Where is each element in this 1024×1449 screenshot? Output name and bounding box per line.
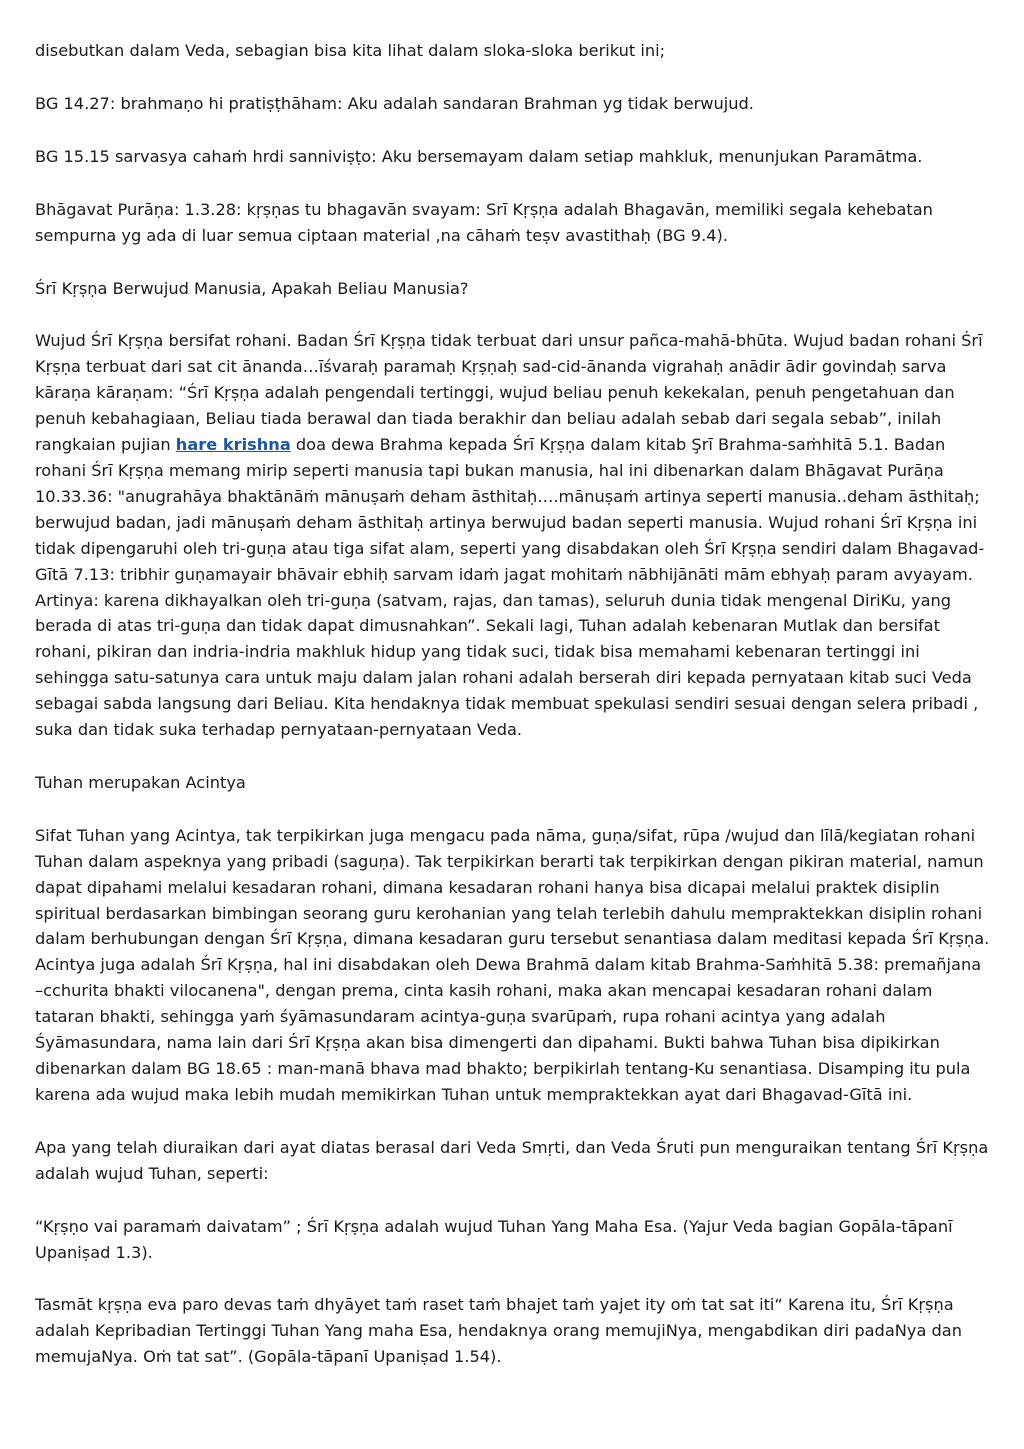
document-body (35, 38, 993, 1397)
paragraph-veda-smrti: Apa yang telah diuraikan dari ayat diatas berasal dari Veda Smṛti, dan Veda Śruti pun menguraikan tentang Śrī Kṛṣṇa adalah wujud Tuhan, seperti: (35, 1137, 989, 1183)
quote-gopala-tapani: Tasmāt kṛṣṇa eva paro devas taṁ dhyāyet taṁ raset taṁ bhajet taṁ yajet ity oṁ tat sat iti“ Karena itu, Śrī Kṛṣṇa adalah Kepribadian Tertinggi Tuhan Yang maha Esa, hendaknya orang memujiNya, mengabdikan diri padaNya dan memujaNya. Oṁ tat sat”. (Gopāla-tāpanī Upaniṣad 1.54). (35, 1295, 962, 1367)
paragraph-acintya: Sifat Tuhan yang Acintya, tak terpikirkan juga mengacu pada nāma, guṇa/sifat, rūpa /wujud dan līlā/kegiatan rohani Tuhan dalam aspeknya yang pribadi (saguṇa). Tak terpikirkan berarti tak terpikirkan dengan pikiran material, namun dapat dipahami melalui kesadaran rohani, dimana kesadaran rohani hanya bisa dicapai melalui praktek disiplin spiritual berdasarkan bimbingan seorang guru kerohanian yang telah terlebih dahulu mempraktekkan disiplin rohani dalam berhubungan dengan Śrī Kṛṣṇa, dimana kesadaran guru tersebut senantiasa dalam meditasi kepada Śrī Kṛṣṇa. Acintya juga adalah Śrī Kṛṣṇa, hal ini disabdakan oleh Dewa Brahmā dalam kitab Brahma-Saṁhitā 5.38: premañjana –cchurita bhakti vilocanena", dengan prema, cinta kasih rohani, maka akan mencapai kesadaran rohani dalam tataran bhakti, sehingga yaṁ śyāmasundaram acintya-guṇa svarūpaṁ, rupa rohani acintya yang adalah Śyāmasundara, nama lain dari Śrī Kṛṣṇa akan bisa dimengerti dan dipahami. Bukti bahwa Tuhan bisa dipikirkan dibenarkan dalam BG 18.65 : man-manā bhava mad bhakto; berpikirlah tentang-Ku senantiasa. Disamping itu pula karena ada wujud maka lebih mudah memikirkan Tuhan untuk mempraktekkan ayat dari Bhagavad-Gītā ini. (35, 825, 990, 1104)
hare-krishna-link[interactable]: hare krishna (175, 435, 291, 455)
paragraph-wujud-rohani (35, 328, 993, 743)
section-heading-manusia: Śrī Kṛṣṇa Berwujud Manusia, Apakah Beliau Manusia? (35, 278, 469, 298)
verse-bg-14-27: BG 14.27: brahmaṇo hi pratiṣṭhāham: Aku adalah sandaran Brahman yg tidak berwujud. (35, 93, 754, 113)
intro-paragraph: disebutkan dalam Veda, sebagian bisa kita lihat dalam sloka-sloka berikut ini; (35, 41, 666, 60)
section-heading-acintya: Tuhan merupakan Acintya (35, 772, 246, 792)
verse-bg-15-15: BG 15.15 sarvasya cahaṁ hrdi sanniviṣṭo: Aku bersemayam dalam setiap mahkluk, menunjukan Paramātma. (35, 146, 923, 166)
verse-bhagavat-purana: Bhāgavat Purāṇa: 1.3.28: kṛṣṇas tu bhagavān svayam: Srī Kṛṣṇa adalah Bhagavān, memiliki segala kehebatan sempurna yg ada di luar semua ciptaan material ,na cāhaṁ teṣv avastithaḥ (BG 9.4). (35, 199, 933, 245)
quote-yajur-veda: “Kṛṣṇo vai paramaṁ daivatam” ; Śrī Kṛṣṇa adalah wujud Tuhan Yang Maha Esa. (Yajur Veda bagian Gopāla-tāpanī Upaniṣad 1.3). (35, 1216, 953, 1262)
paragraph-text-before-link: Wujud Śrī Kṛṣṇa bersifat rohani. Badan Śrī Kṛṣṇa tidak terbuat dari unsur pañca-mahā-bhūta. Wujud badan rohani Śrī Kṛṣṇa terbuat dari sat cit ānanda…īśvaraḥ paramaḥ Kṛṣṇaḥ sad-cid-ānanda vigrahaḥ anādir ādir govindaḥ sarva kāraṇa kāraṇam: “Śrī Kṛṣṇa adalah pengendali tertinggi, wujud beliau penuh kekekalan, penuh pengetahuan dan penuh kebahagiaan, Beliau tiada berawal dan tiada berakhir dan beliau adalah sebab dari segala sebab”, inilah rangkaian pujian (35, 331, 983, 455)
paragraph-text-after-link: doa dewa Brahma kepada Śrī Kṛṣṇa dalam kitab Şrī Brahma-saṁhitā 5.1. Badan rohani Śrī Kṛṣṇa memang mirip seperti manusia tapi bukan manusia, hal ini dibenarkan dalam Bhāgavat Purāṇa 10.33.36: "anugrahāya bhaktānāṁ mānuṣaṁ deham āsthitaḥ….mānuṣaṁ artinya seperti manusia..deham āsthitaḥ; berwujud badan, jadi mānuṣaṁ deham āsthitaḥ artinya berwujud badan seperti manusia. Wujud rohani Śrī Kṛṣṇa ini tidak dipengaruhi oleh tri-guṇa atau tiga sifat alam, seperti yang disabdakan oleh Śrī Kṛṣṇa sendiri dalam Bhagavad-Gītā 7.13: tribhir guṇamayair bhāvair ebhiḥ sarvam idaṁ jagat mohitaṁ nābhijānāti mām ebhyaḥ param avyayam. Artinya: karena dikhayalkan oleh tri-guṇa (satvam, rajas, dan tamas), seluruh dunia tidak mengenal DiriKu, yang berada di atas tri-guṇa dan tidak dapat dimusnahkan”. Sekali lagi, Tuhan adalah kebenaran Mutlak dan bersifat rohani, pikiran dan indria-indria makhluk hidup yang tidak suci, tidak bisa memahami kebenaran tertinggi ini sehingga satu-satunya cara untuk maju dalam jalan rohani adalah berserah diri kepada pernyataan kitab suci Veda sebagai sabda langsung dari Beliau. Kita hendaknya tidak membuat spekulasi sendiri sesuai dengan selera pribadi , suka dan tidak suka terhadap pernyataan-pernyataan Veda. (35, 435, 985, 740)
